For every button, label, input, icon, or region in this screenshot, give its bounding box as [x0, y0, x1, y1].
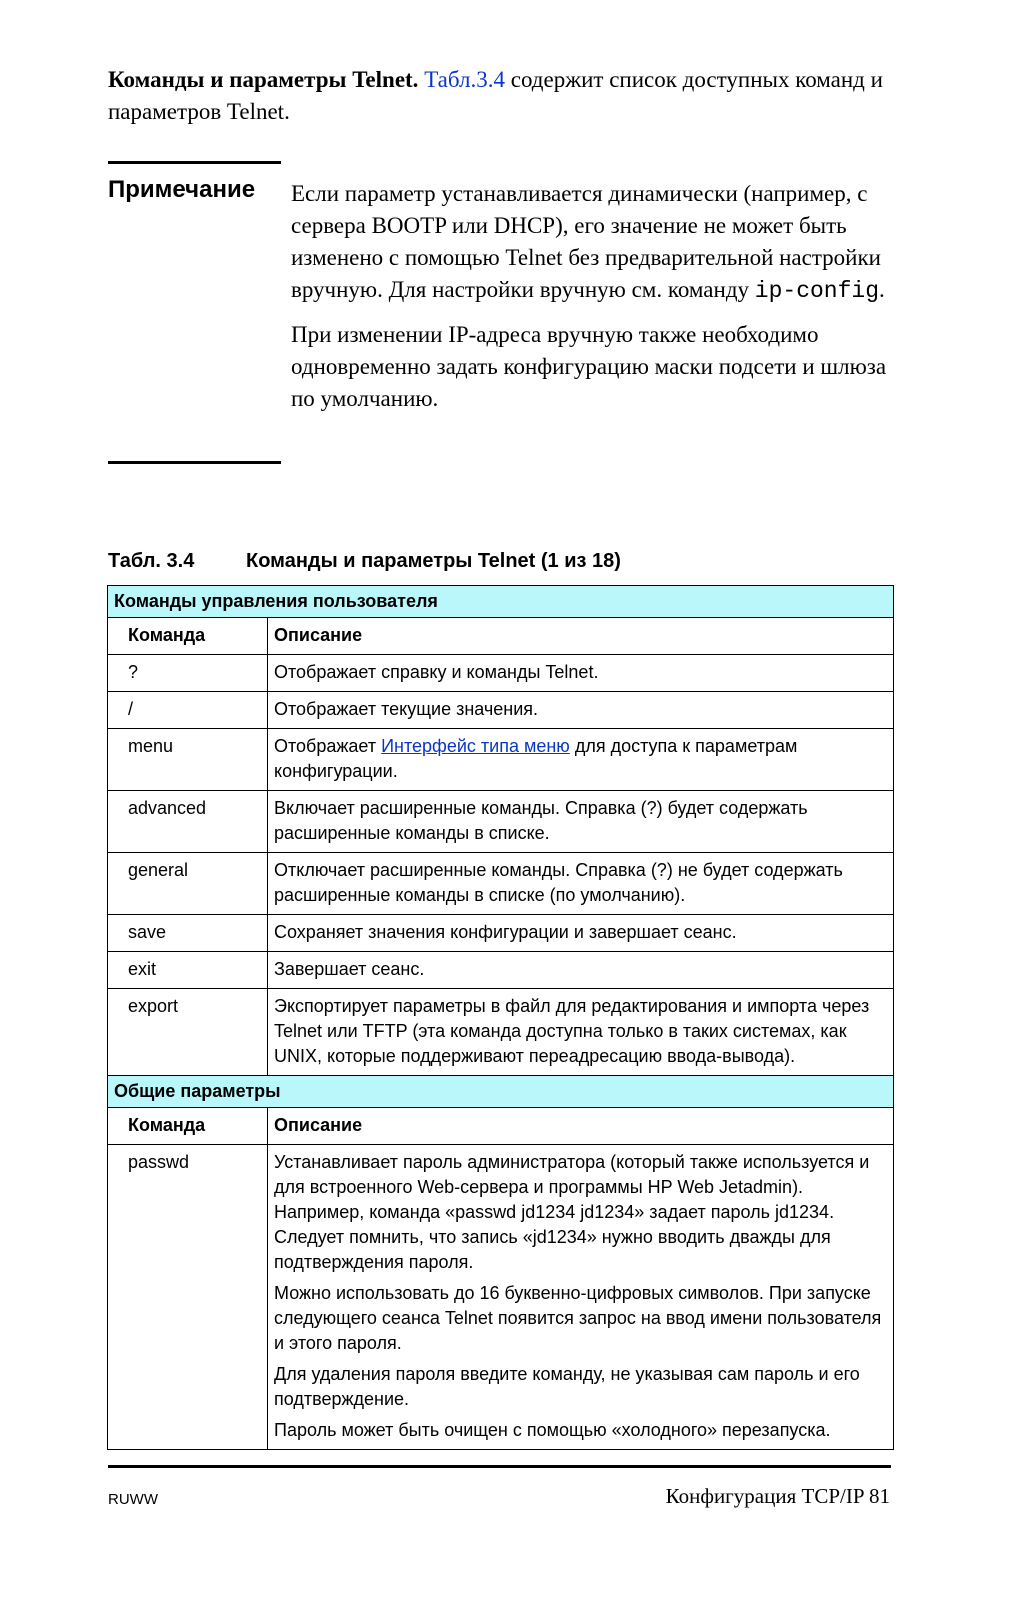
- description-cell: Завершает сеанс.: [268, 952, 894, 989]
- command-cell: save: [108, 915, 268, 952]
- description-cell: Сохраняет значения конфигурации и завершает сеанс.: [268, 915, 894, 952]
- intro-paragraph: [108, 64, 908, 128]
- command-cell: ?: [108, 655, 268, 692]
- table-row: [108, 952, 894, 989]
- section-title: Общие параметры: [108, 1076, 894, 1108]
- column-header-command: Команда: [108, 1108, 268, 1145]
- telnet-commands-table: [107, 585, 894, 1450]
- footer-rule: [108, 1465, 891, 1468]
- note-bottom-rule: [108, 461, 281, 464]
- intro-text: содержит список доступных команд и параметров Telnet.: [108, 67, 883, 124]
- command-cell: advanced: [108, 791, 268, 853]
- command-cell: general: [108, 853, 268, 915]
- note-top-rule: [108, 161, 281, 164]
- table-link[interactable]: Табл.3.4: [424, 67, 505, 92]
- command-cell: menu: [108, 729, 268, 791]
- table-row: [108, 655, 894, 692]
- command-cell: passwd: [108, 1145, 268, 1450]
- description-cell: Отключает расширенные команды. Справка (?) не будет содержать расширенные команды в списке (по умолчанию).: [268, 853, 894, 915]
- note-paragraph-2: При изменении IP-адреса вручную также необходимо одновременно задать конфигурацию маски подсети и шлюза по умолчанию.: [291, 322, 887, 411]
- table-number: Табл. 3.4: [108, 550, 195, 572]
- description-paragraph: Можно использовать до 16 буквенно-цифровых символов. При запуске следующего сеанса Telnet появится запрос на ввод имени пользователя и этого пароля.: [274, 1283, 882, 1353]
- table-row: [108, 692, 894, 729]
- column-header-command: Команда: [108, 618, 268, 655]
- table-row: [108, 989, 894, 1076]
- section-header-user-commands: [108, 586, 894, 618]
- ip-config-code: ip-config: [754, 278, 880, 304]
- command-cell: exit: [108, 952, 268, 989]
- menu-interface-link[interactable]: Интерфейс типа меню: [381, 736, 570, 756]
- command-cell: /: [108, 692, 268, 729]
- note-label: Примечание: [108, 176, 256, 203]
- command-cell: export: [108, 989, 268, 1076]
- description-cell: Экспортирует параметры в файл для редактирования и импорта через Telnet или TFTP (эта команда доступна только в таких системах, как UNIX, которые поддерживают переадресацию ввода-вывода).: [268, 989, 894, 1076]
- description-paragraph: Пароль может быть очищен с помощью «холодного» перезапуска.: [274, 1420, 831, 1440]
- footer-locale: RUWW: [108, 1491, 158, 1508]
- description-paragraph: Для удаления пароля введите команду, не указывая сам пароль и его подтверждение.: [274, 1364, 860, 1409]
- table-row: [108, 915, 894, 952]
- footer-page-info: Конфигурация TCP/IP 81: [665, 1484, 890, 1508]
- table-row: [108, 853, 894, 915]
- column-header-description: Описание: [268, 618, 894, 655]
- description-cell: [268, 1145, 894, 1450]
- column-header-row: [108, 618, 894, 655]
- column-header-row: [108, 1108, 894, 1145]
- description-cell: Включает расширенные команды. Справка (?) будет содержать расширенные команды в списке.: [268, 791, 894, 853]
- section-header-general-params: [108, 1076, 894, 1108]
- description-cell: Отображает Интерфейс типа меню для доступа к параметрам конфигурации.: [268, 729, 894, 791]
- table-title: Команды и параметры Telnet (1 из 18): [246, 550, 621, 572]
- table-caption: [108, 550, 621, 573]
- table-row: [108, 729, 894, 791]
- note-body: [291, 178, 901, 427]
- section-title: Команды управления пользователя: [108, 586, 894, 618]
- table-row: [108, 791, 894, 853]
- description-cell: Отображает справку и команды Telnet.: [268, 655, 894, 692]
- description-cell: Отображает текущие значения.: [268, 692, 894, 729]
- note-paragraph-1: Если параметр устанавливается динамически (например, с сервера BOOTP или DHCP), его значение не может быть изменено с помощью Telnet без предварительной настройки вручную. Для настройки вручную см. команду ip-config.: [291, 181, 885, 304]
- description-paragraph: Устанавливает пароль администратора (который также используется и для встроенного Web-сервера и программы HP Web Jetadmin). Например, команда «passwd jd1234 jd1234» задает пароль jd1234. Следует помнить, что запись «jd1234» нужно вводить дважды для подтверждения пароля.: [274, 1152, 870, 1272]
- intro-heading: Команды и параметры Telnet.: [108, 67, 419, 92]
- table-row: [108, 1145, 894, 1450]
- column-header-description: Описание: [268, 1108, 894, 1145]
